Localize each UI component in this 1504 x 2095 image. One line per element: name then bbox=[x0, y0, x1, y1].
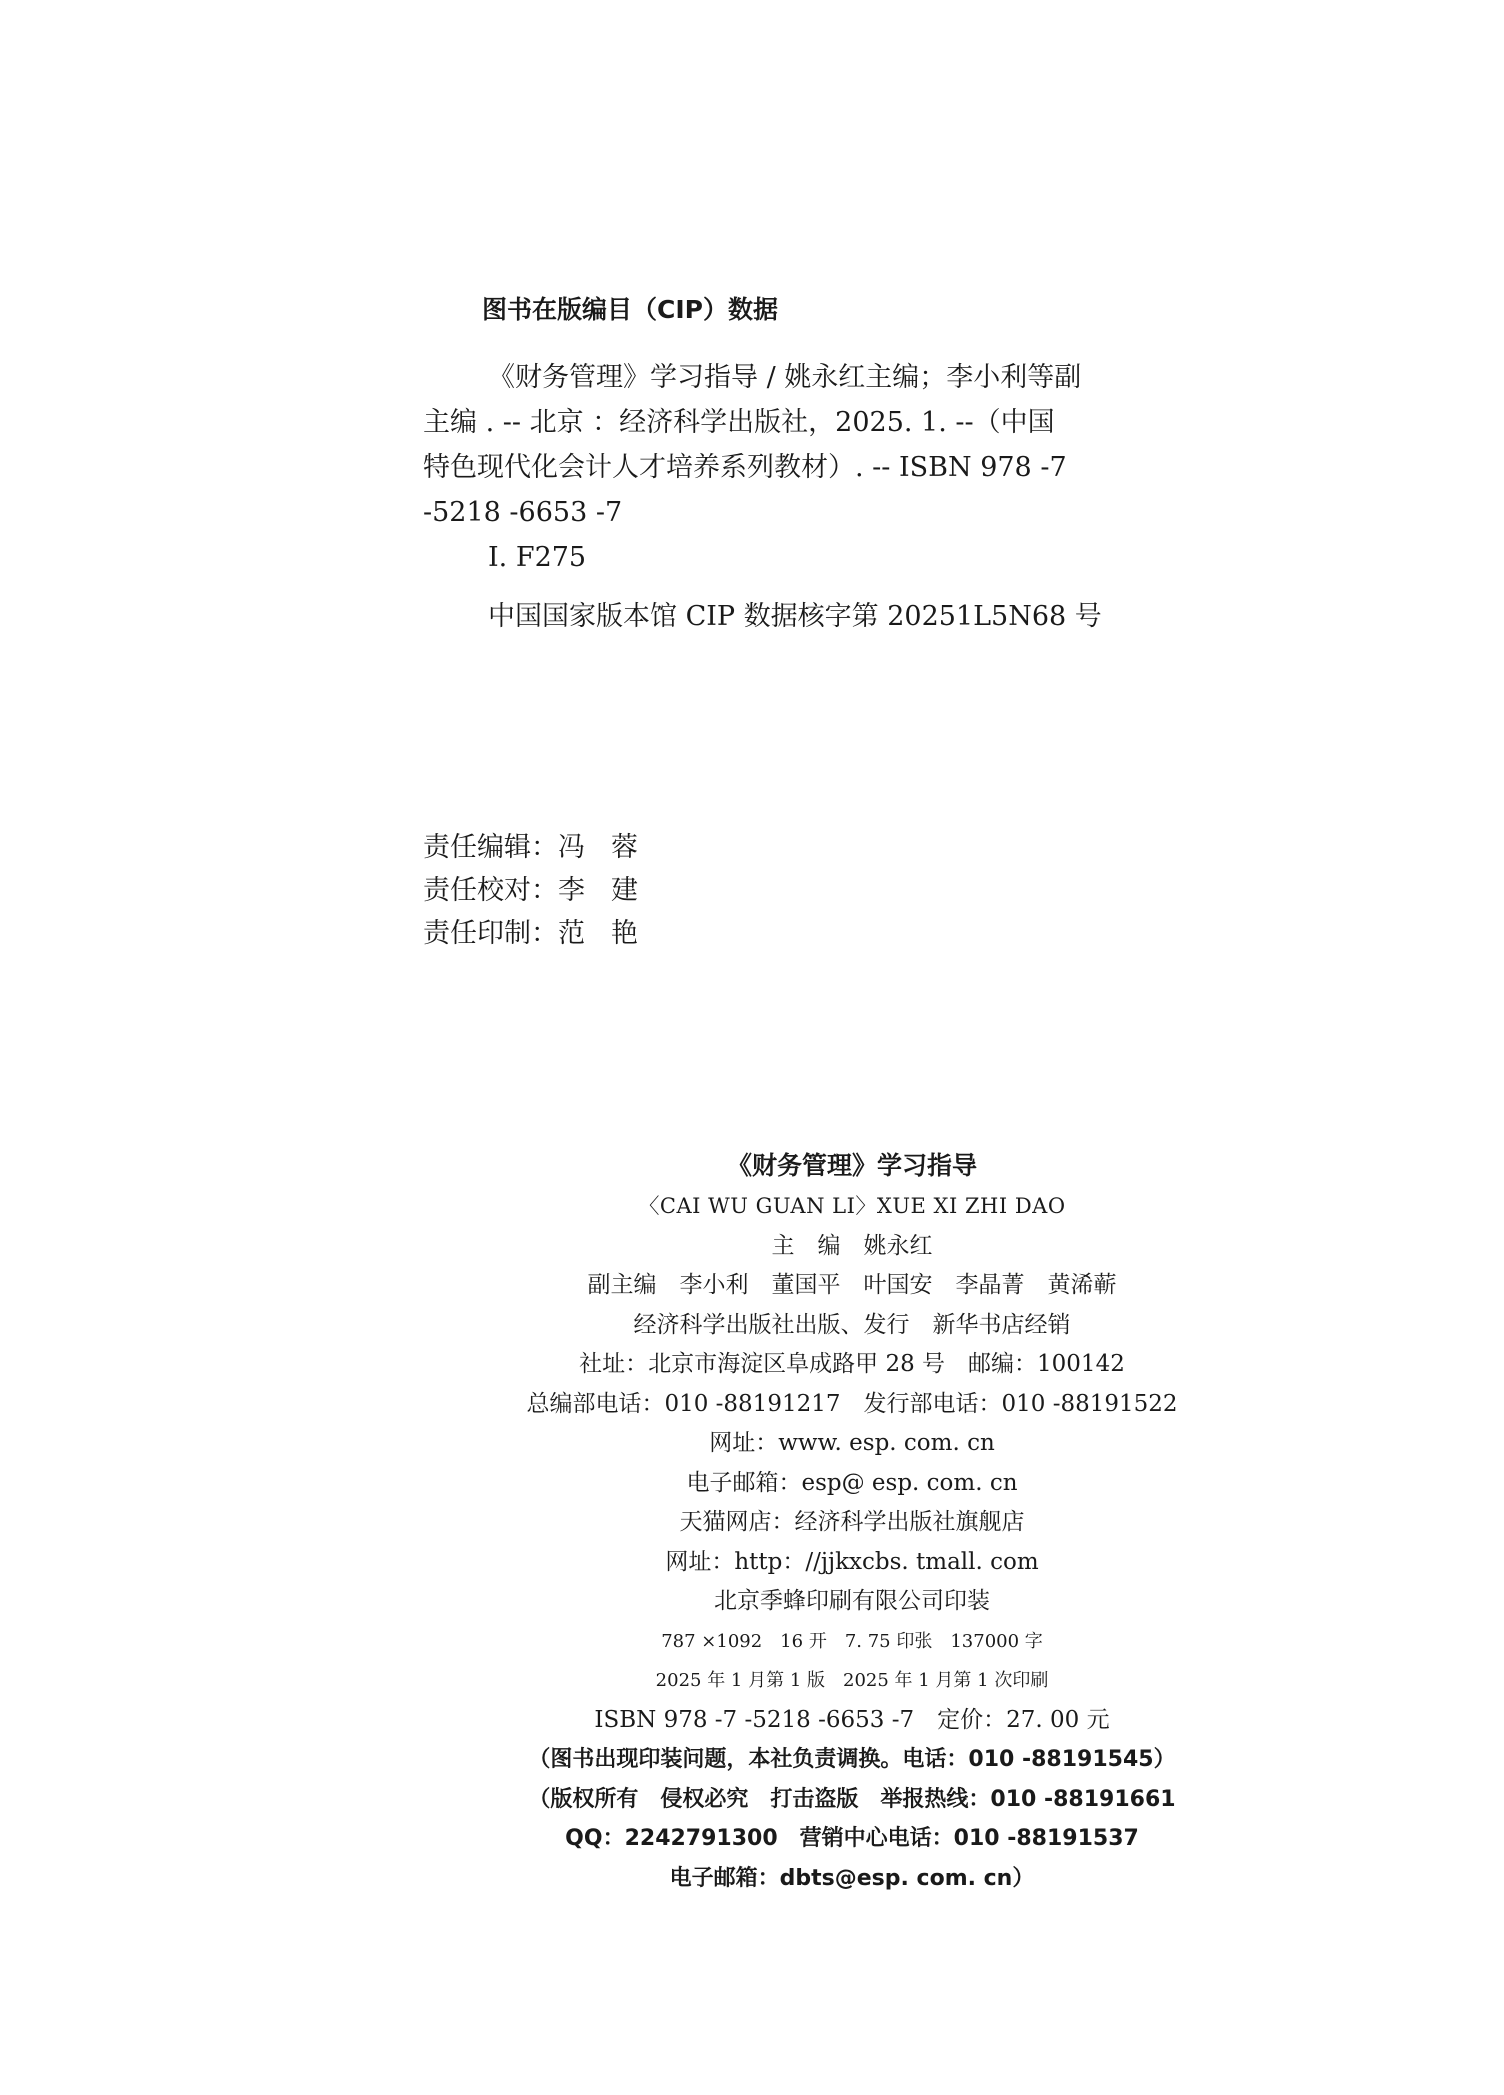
cip-heading: 图书在版编目（CIP）数据 bbox=[482, 295, 778, 324]
cip-record bbox=[423, 355, 1163, 580]
staff-role: 责任印制： bbox=[423, 918, 558, 949]
colophon bbox=[452, 1145, 1252, 1898]
responsible-staff bbox=[423, 826, 664, 955]
colophon-address: 社址：北京市海淀区阜成路甲 28 号 邮编：100142 bbox=[579, 1351, 1125, 1377]
colophon-book-title: 《财务管理》学习指导 bbox=[726, 1151, 977, 1180]
colophon-deputy-editors: 副主编 李小利 董国平 叶国安 李晶菁 黄浠蕲 bbox=[587, 1272, 1117, 1298]
staff-name: 李建 bbox=[558, 875, 664, 906]
colophon-notice-3: QQ：2242791300 营销中心电话：010 -88191537 bbox=[565, 1826, 1139, 1851]
colophon-pinyin-title: 〈CAI WU GUAN LI〉XUE XI ZHI DAO bbox=[638, 1194, 1066, 1218]
cip-line-5: Ⅰ. F275 bbox=[488, 542, 587, 573]
cip-line-3: 特色现代化会计人才培养系列教材）. -- ISBN 978 -7 bbox=[423, 452, 1067, 483]
colophon-tmall-store: 天猫网店：经济科学出版社旗舰店 bbox=[679, 1509, 1025, 1535]
staff-role: 责任编辑： bbox=[423, 832, 558, 863]
colophon-phones: 总编部电话：010 -88191217 发行部电话：010 -88191522 bbox=[526, 1390, 1178, 1417]
staff-row-proofreader bbox=[423, 869, 664, 912]
staff-row-editor bbox=[423, 826, 664, 869]
colophon-notice-1: （图书出现印装问题，本社负责调换。电话：010 -88191545） bbox=[528, 1747, 1176, 1772]
cip-line-4: -5218 -6653 -7 bbox=[423, 497, 623, 528]
cip-line-2: 主编 . -- 北京 ：经济科学出版社，2025. 1. --（中国 bbox=[423, 407, 1055, 438]
colophon-notice-4: 电子邮箱：dbts@esp. com. cn） bbox=[669, 1865, 1035, 1891]
staff-row-printing bbox=[423, 912, 664, 955]
colophon-format: 787 ×1092 16 开 7. 75 印张 137000 字 bbox=[661, 1630, 1043, 1652]
colophon-website: 网址：www. esp. com. cn bbox=[709, 1430, 995, 1456]
cip-line-1: 《财务管理》学习指导 / 姚永红主编；李小利等副 bbox=[488, 362, 1082, 393]
staff-name: 冯蓉 bbox=[558, 832, 664, 863]
colophon-editor: 主 编 姚永红 bbox=[771, 1232, 933, 1259]
staff-role: 责任校对： bbox=[423, 875, 558, 906]
colophon-edition: 2025 年 1 月第 1 版 2025 年 1 月第 1 次印刷 bbox=[655, 1670, 1049, 1691]
colophon-email: 电子邮箱：esp@ esp. com. cn bbox=[686, 1469, 1018, 1496]
colophon-isbn-price: ISBN 978 -7 -5218 -6653 -7 定价：27. 00 元 bbox=[594, 1706, 1110, 1733]
staff-name: 范艳 bbox=[558, 918, 664, 949]
colophon-notice-2: （版权所有 侵权必究 打击盗版 举报热线：010 -88191661 bbox=[528, 1786, 1176, 1812]
colophon-tmall-url: 网址：http：//jjkxcbs. tmall. com bbox=[665, 1548, 1039, 1575]
cip-verification-number: 中国国家版本馆 CIP 数据核字第 20251L5N68 号 bbox=[488, 601, 1102, 632]
colophon-printer: 北京季蜂印刷有限公司印装 bbox=[714, 1588, 990, 1614]
colophon-publisher: 经济科学出版社出版、发行 新华书店经销 bbox=[633, 1311, 1071, 1338]
